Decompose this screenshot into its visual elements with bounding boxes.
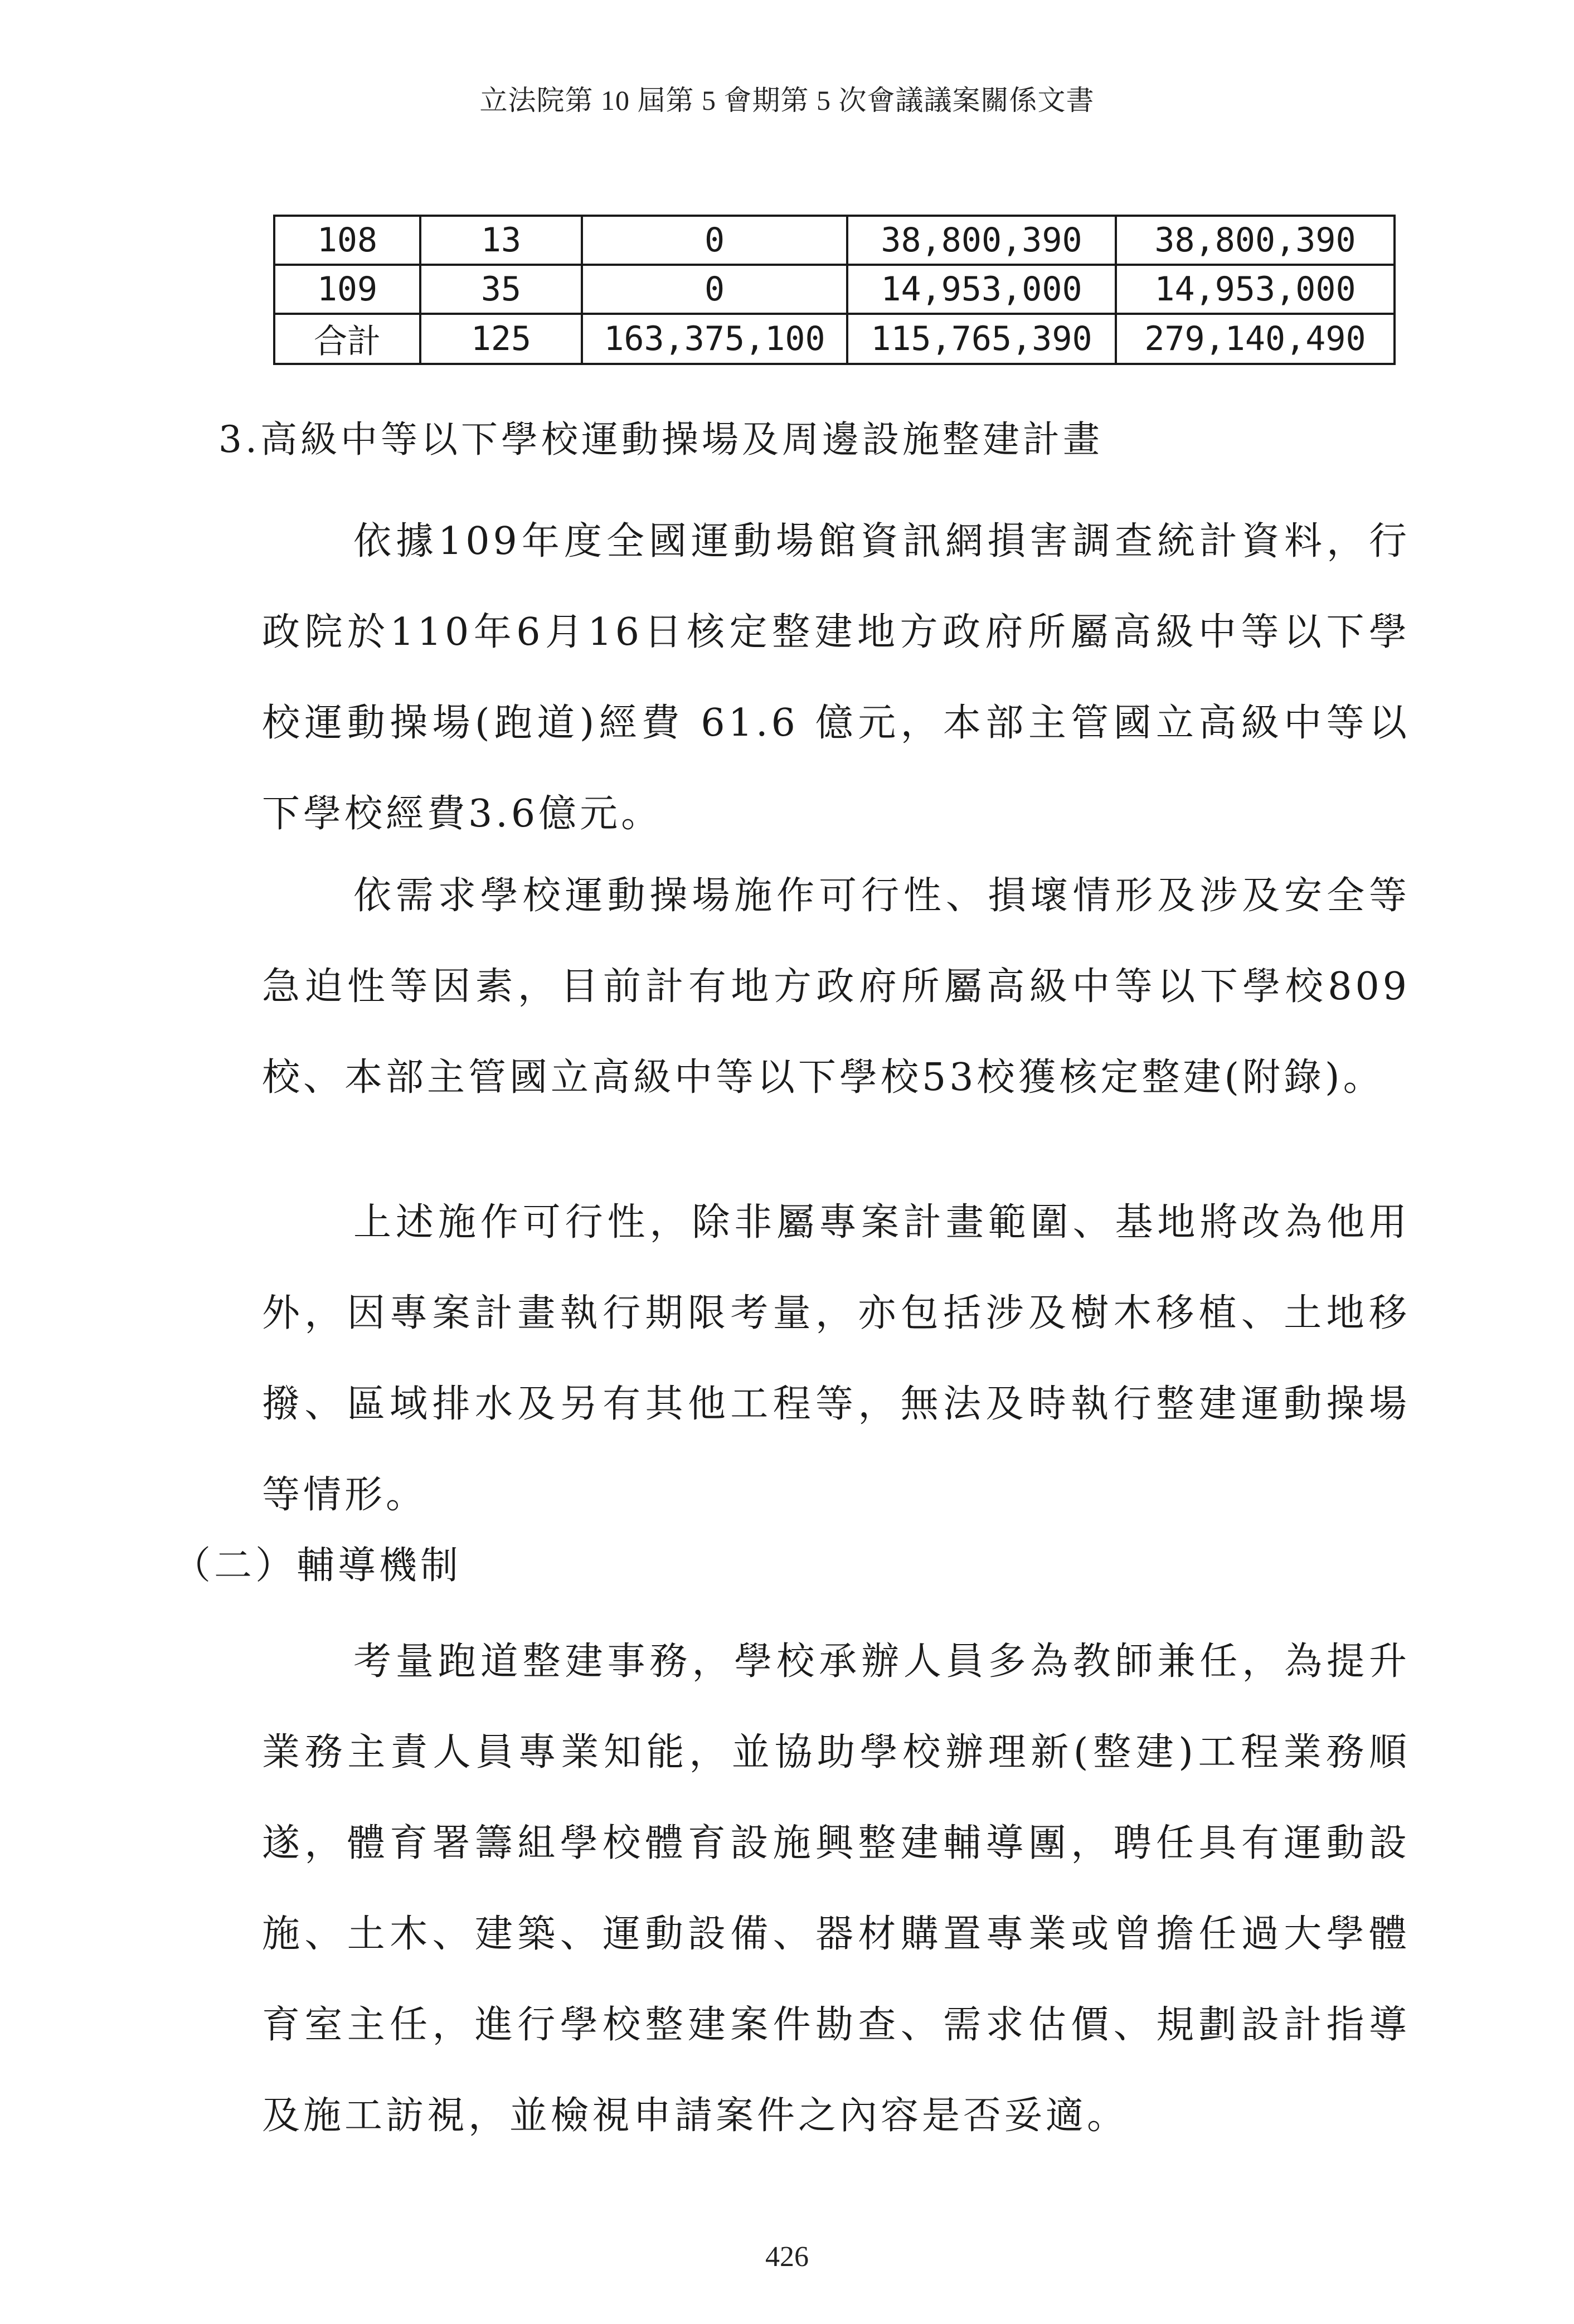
section-3-heading: 3.高級中等以下學校運動操場及周邊設施整建計畫 (218, 418, 1103, 461)
table-cell-total: 38,800,390 (1116, 216, 1395, 265)
table-cell-year: 109 (274, 265, 420, 314)
table-cell-amount: 163,375,100 (582, 314, 847, 364)
table-cell-count: 35 (420, 265, 582, 314)
table-cell-count: 125 (420, 314, 582, 364)
table-cell-amount: 0 (582, 216, 847, 265)
section-2-paragraph: 考量跑道整建事務，學校承辦人員多為教師兼任，為提升業務主責人員專業知能，並協助學校辦理新(整建)工程業務順遂，體育署籌組學校體育設施興整建輔導團，聘任具有運動設施、土木、建築、運動設備、器材購置專業或曾擔任過大學體育室主任，進行學校整建案件勘查、需求估價、規劃設計指導及施工訪視，並檢視申請案件之內容是否妥適。 (262, 1640, 1410, 2138)
section-3-paragraph-2: 依需求學校運動操場施作可行性、損壞情形及涉及安全等急迫性等因素，目前計有地方政府所屬高級中等以下學校809校、本部主管國立高級中等以下學校53校獲核定整建(附錄)。 (262, 874, 1410, 1100)
table-cell-total: 14,953,000 (1116, 265, 1395, 314)
table-row (274, 265, 1395, 314)
table-cell-year: 108 (274, 216, 420, 265)
document-header: 立法院第 10 屆第 5 會期第 5 次會議議案關係文書 (479, 85, 1095, 116)
table-cell-amount: 115,765,390 (847, 314, 1116, 364)
table-cell-amount: 38,800,390 (847, 216, 1116, 265)
section-2-heading: （二）輔導機制 (173, 1544, 462, 1588)
section-3-paragraph-3: 上述施作可行性，除非屬專案計畫範圍、基地將改為他用外，因專案計畫執行期限考量，亦包括涉及樹木移植、土地移撥、區域排水及另有其他工程等，無法及時執行整建運動操場等情形。 (262, 1200, 1410, 1517)
funding-table (273, 215, 1396, 365)
table-row (274, 216, 1395, 265)
table-cell-count: 13 (420, 216, 582, 265)
page-number: 426 (765, 2241, 809, 2273)
table-row-total (274, 314, 1395, 364)
section-3-paragraph-1: 依據109年度全國運動場館資訊網損害調查統計資料，行政院於110年6月16日核定整建地方政府所屬高級中等以下學校運動操場(跑道)經費 61.6 億元，本部主管國立高級中等以下學校經費3.6億元。 (262, 519, 1410, 836)
table-cell-total: 279,140,490 (1116, 314, 1395, 364)
funding-table-wrapper (273, 215, 1393, 365)
table-cell-amount: 14,953,000 (847, 265, 1116, 314)
table-cell-amount: 0 (582, 265, 847, 314)
table-cell-label: 合計 (274, 314, 420, 364)
